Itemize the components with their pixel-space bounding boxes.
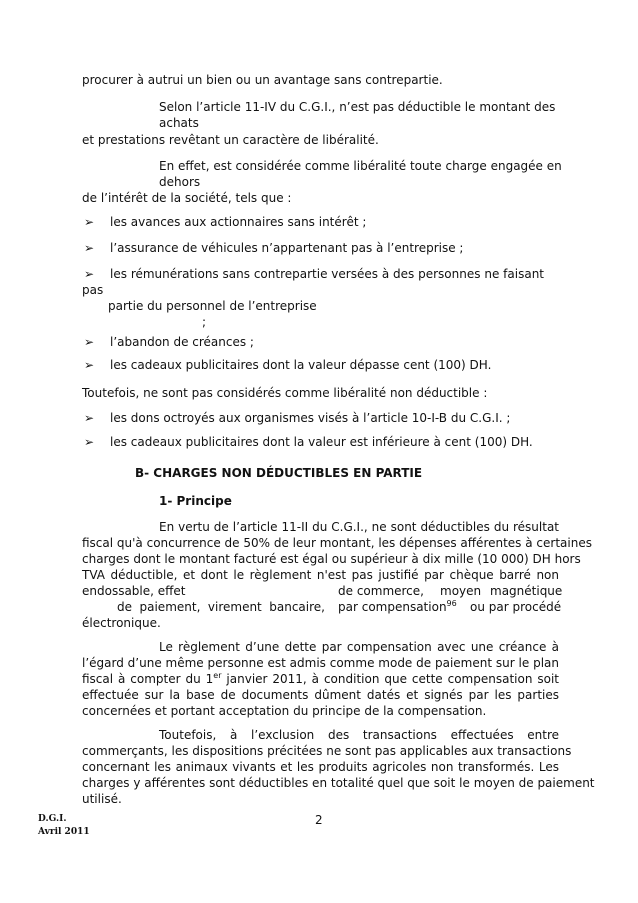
para2-line-5: concernées et portant acceptation du principe de la compensation. xyxy=(82,704,487,718)
arrow-bullet-icon: ➢ xyxy=(84,335,95,349)
list2-item-1: les dons octroyés aux organismes visés à l’article 10-I-B du C.G.I. ; xyxy=(110,411,511,425)
para3-line-3: concernant les animaux vivants et les produits agricoles non transformés. Les xyxy=(82,760,559,774)
intro-line-3: achats xyxy=(159,116,199,130)
arrow-bullet-icon: ➢ xyxy=(84,267,95,281)
footnote-ref[interactable]: 96 xyxy=(446,599,457,608)
list1-item-4: l’abandon de créances ; xyxy=(110,335,254,349)
para1-line-1: En vertu de l’article 11-II du C.G.I., ne sont déductibles du résultat xyxy=(159,520,559,534)
list1-item-5: les cadeaux publicitaires dont la valeur dépasse cent (100) DH. xyxy=(110,358,492,372)
para1-line-6b xyxy=(338,599,457,615)
arrow-bullet-icon: ➢ xyxy=(84,215,95,229)
para1-line-6c: ou par procédé xyxy=(470,600,562,614)
footer-date: Avril 2011 xyxy=(38,827,90,837)
footer-org: D.G.I. xyxy=(38,814,67,824)
arrow-bullet-icon: ➢ xyxy=(84,435,95,449)
arrow-bullet-icon: ➢ xyxy=(84,241,95,255)
para2-line-3b: janvier 2011, à condition que cette compensation soit xyxy=(221,672,559,686)
para1-line-5c: moyen xyxy=(440,584,482,598)
para1-line-5b: de commerce, xyxy=(338,584,424,598)
para2-line-2: l’égard d’une même personne est admis comme mode de paiement sur le plan xyxy=(82,656,559,670)
para1-line-7: électronique. xyxy=(82,616,161,630)
para3-line-5: utilisé. xyxy=(82,792,122,806)
ordinal-suffix: er xyxy=(213,671,222,680)
para1-line-5a: endossable, effet xyxy=(82,584,186,598)
list1-item-3d: ; xyxy=(202,315,207,329)
para1-line-6b-text: par compensation xyxy=(338,600,447,614)
intro-line-5: En effet, est considérée comme libéralité toute charge engagée en xyxy=(159,159,562,173)
intro-line-2: Selon l’article 11-IV du C.G.I., n’est pas déductible le montant des xyxy=(159,100,556,114)
para2-line-1: Le règlement d’une dette par compensation avec une créance à xyxy=(159,640,559,654)
arrow-bullet-icon: ➢ xyxy=(84,411,95,425)
intro-line-6: dehors xyxy=(159,175,201,189)
list2-item-2: les cadeaux publicitaires dont la valeur est inférieure à cent (100) DH. xyxy=(110,435,533,449)
intro-line-7: de l’intérêt de la société, tels que : xyxy=(82,191,292,205)
para1-line-3: charges dont le montant facturé est égal ou supérieur à dix mille (10 000) DH hors xyxy=(82,552,581,566)
section-subtitle: 1- Principe xyxy=(159,494,232,508)
section-title: B- CHARGES NON DÉDUCTIBLES EN PARTIE xyxy=(135,466,423,480)
toutefois-line: Toutefois, ne sont pas considérés comme libéralité non déductible : xyxy=(82,386,488,400)
para1-line-5d: magnétique xyxy=(490,584,563,598)
para1-line-4: TVA déductible, et dont le règlement n'est pas justifié par chèque barré non xyxy=(82,568,559,582)
para2-line-3 xyxy=(82,671,559,687)
para3-line-1: Toutefois, à l’exclusion des transactions effectuées entre xyxy=(159,728,559,742)
list1-item-3a: les rémunérations sans contrepartie versées à des personnes ne faisant xyxy=(110,267,544,281)
list1-item-1: les avances aux actionnaires sans intérêt ; xyxy=(110,215,367,229)
intro-line-4: et prestations revêtant un caractère de libéralité. xyxy=(82,133,379,147)
intro-line-1: procurer à autrui un bien ou un avantage sans contrepartie. xyxy=(82,73,443,87)
para3-line-2: commerçants, les dispositions précitées ne sont pas applicables aux transactions xyxy=(82,744,572,758)
para2-line-3a: fiscal à compter du 1 xyxy=(82,672,214,686)
para1-line-2: fiscal qu'à concurrence de 50% de leur montant, les dépenses afférentes à certaines xyxy=(82,536,592,550)
list1-item-2: l’assurance de véhicules n’appartenant pas à l’entreprise ; xyxy=(110,241,464,255)
para2-line-4: effectuée sur la base de documents dûment datés et signés par les parties xyxy=(82,688,559,702)
page-number: 2 xyxy=(315,813,323,827)
list1-item-3c: partie du personnel de l’entreprise xyxy=(108,299,317,313)
para3-line-4: charges y afférentes sont déductibles en totalité quel que soit le moyen de paiement xyxy=(82,776,595,790)
para1-line-6a: de paiement, virement bancaire, xyxy=(117,600,325,614)
list1-item-3b: pas xyxy=(82,283,104,297)
arrow-bullet-icon: ➢ xyxy=(84,358,95,372)
